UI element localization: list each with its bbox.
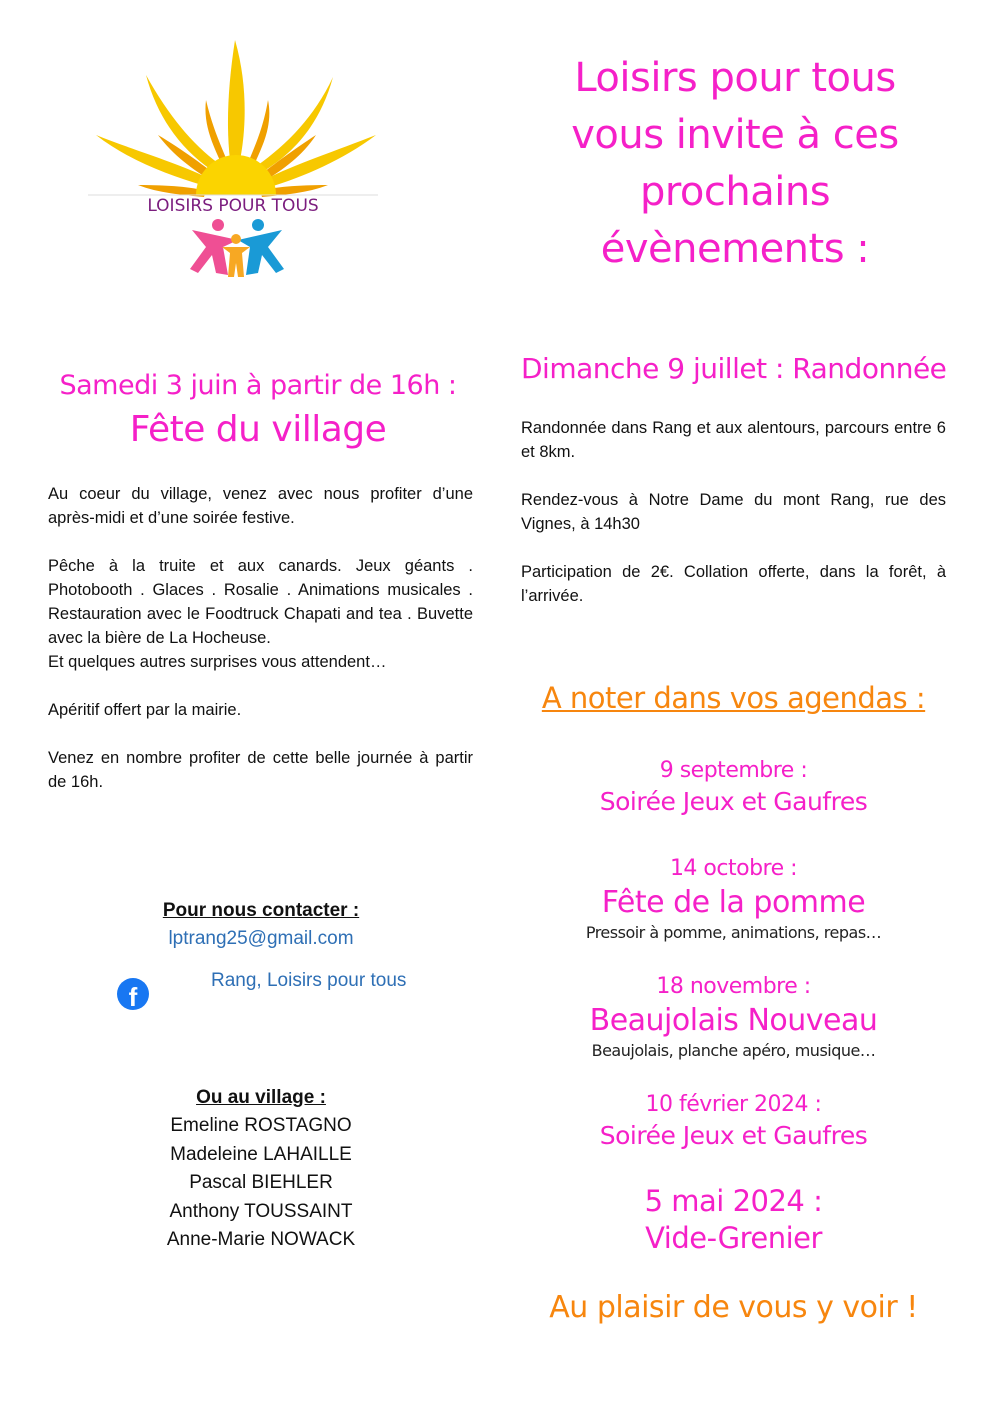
contact-heading: Pour nous contacter : — [162, 900, 360, 921]
logo-text: LOISIRS POUR TOUS — [147, 196, 319, 216]
left-event-date: Samedi 3 juin à partir de 16h : — [59, 370, 457, 401]
facebook-page-link[interactable]: Rang, Loisirs pour tous — [211, 970, 407, 991]
right-event-heading: Dimanche 9 juillet : Randonnée — [521, 352, 947, 385]
agenda-event — [521, 756, 946, 818]
paragraph: Rendez-vous à Notre Dame du mont Rang, rue des Vignes, à 14h30 — [521, 491, 946, 533]
paragraph: Au coeur du village, venez avec nous profiter d’une après-midi et d’une soirée festive. — [48, 485, 473, 527]
contact-person: Anthony TOUSSAINT — [169, 1200, 353, 1222]
facebook-row — [60, 968, 462, 1028]
logo — [88, 35, 378, 280]
paragraph: Apéritif offert par la mairie. — [48, 701, 242, 719]
title-line: vous invite à ces — [571, 112, 899, 158]
agenda-event — [521, 1090, 946, 1152]
page-title — [540, 50, 930, 278]
village-contact-heading: Ou au village : — [196, 1087, 326, 1108]
event-title: Soirée Jeux et Gaufres — [599, 1121, 868, 1150]
agenda-section — [521, 678, 946, 1328]
left-event-description — [48, 482, 473, 818]
contact-person: Pascal BIEHLER — [189, 1172, 333, 1193]
event-subtitle: Pressoir à pomme, animations, repas… — [585, 923, 882, 942]
contact-email-link[interactable]: lptrang25@gmail.com — [168, 928, 354, 949]
facebook-icon[interactable]: f — [117, 978, 149, 1010]
agenda-heading: A noter dans vos agendas : — [541, 681, 926, 715]
event-title: Soirée Jeux et Gaufres — [599, 787, 868, 816]
agenda-event — [521, 972, 946, 1062]
event-title: Fête de la pomme — [601, 885, 866, 920]
closing-text: Au plaisir de vous y voir ! — [549, 1290, 918, 1325]
event-date: 5 mai 2024 : — [644, 1184, 823, 1218]
event-date: 14 octobre : — [669, 856, 798, 881]
sun-family-logo-icon — [88, 35, 378, 280]
left-event-name: Fête du village — [129, 409, 387, 450]
agenda-event — [521, 854, 946, 944]
event-date: 10 février 2024 : — [645, 1092, 822, 1117]
event-title: Vide-Grenier — [645, 1221, 822, 1255]
title-line: évènements : — [600, 226, 870, 272]
event-title: Beaujolais Nouveau — [589, 1003, 878, 1038]
event-date: 18 novembre : — [656, 974, 811, 999]
agenda-event — [521, 1182, 946, 1256]
contact-section — [60, 898, 462, 1255]
right-event-description — [521, 416, 946, 632]
paragraph: Pêche à la truite et aux canards. Jeux géants . Photobooth . Glaces . Rosalie . Animations musicales . Restauration avec le Foodtruck Chapati and tea . Buvette avec la bière de La Hocheuse. — [48, 557, 473, 647]
title-line: prochains — [639, 169, 831, 215]
event-date: 9 septembre : — [659, 758, 808, 783]
paragraph: Venez en nombre profiter de cette belle journée à partir de 16h. — [48, 749, 473, 791]
event-subtitle: Beaujolais, planche apéro, musique… — [591, 1041, 876, 1060]
title-line: Loisirs pour tous — [574, 55, 896, 101]
paragraph: Participation de 2€. Collation offerte, dans la forêt, à l’arrivée. — [521, 563, 946, 605]
paragraph: Et quelques autres surprises vous attendent… — [48, 653, 387, 671]
contact-person: Anne-Marie NOWACK — [166, 1229, 356, 1250]
paragraph: Randonnée dans Rang et aux alentours, parcours entre 6 et 8km. — [521, 419, 946, 461]
contact-person: Emeline ROSTAGNO — [170, 1115, 352, 1136]
left-event-heading — [40, 366, 476, 454]
contact-person: Madeleine LAHAILLE — [170, 1143, 352, 1165]
